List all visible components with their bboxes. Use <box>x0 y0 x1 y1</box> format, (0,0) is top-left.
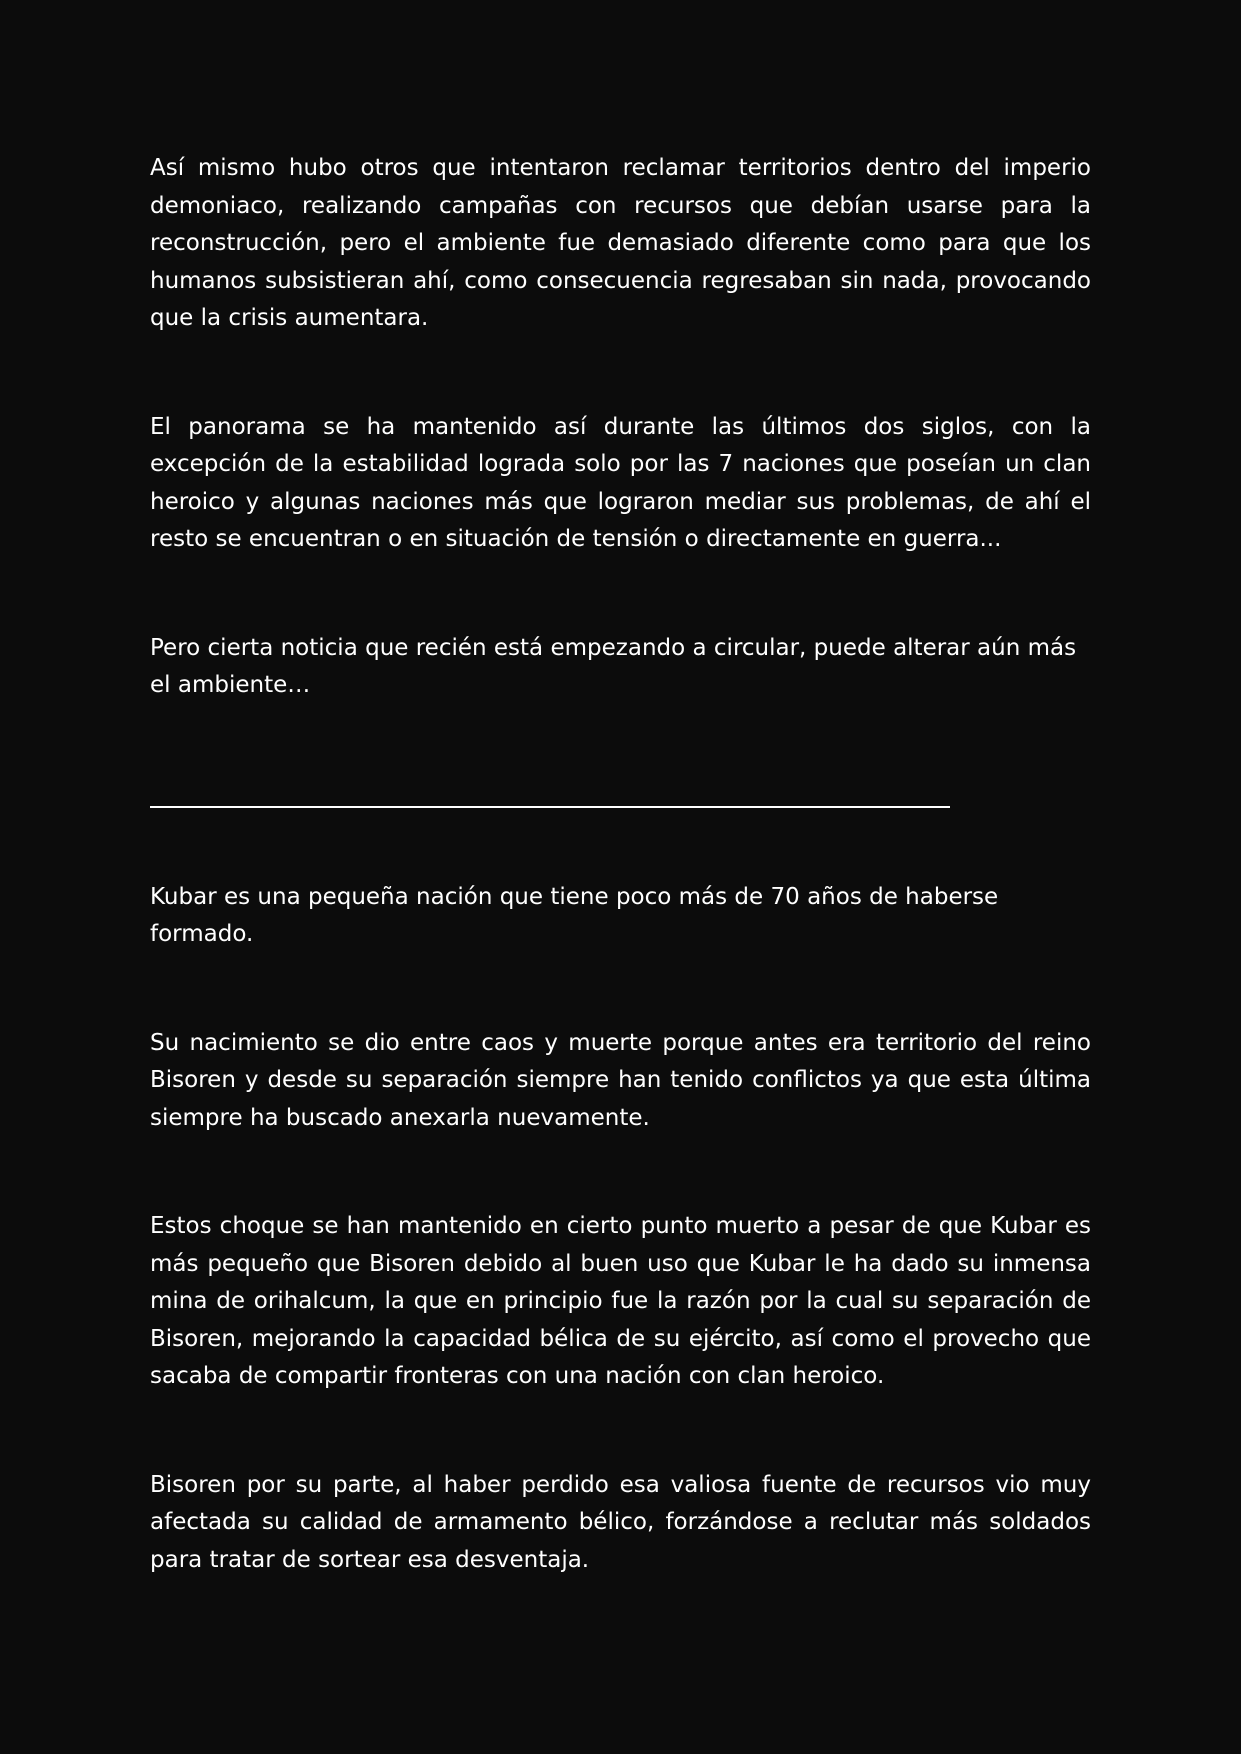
paragraph-spacer <box>150 954 1091 1025</box>
paragraph-spacer <box>150 1137 1091 1208</box>
paragraph-kubar-intro: Kubar es una pequeña nación que tiene poco más de 70 años de haberse formado. <box>150 883 999 947</box>
paragraph-clashes: Estos choque se han mantenido en cierto punto muerto a pesar de que Kubar es más pequeño que Bisoren debido al buen uso que Kubar le ha dado su inmensa mina de orihalcum, la que en principio fue la razón por la cual su separación de Bisoren, mejorando la capacidad bélica de su ejército, así como el provecho que sacaba de compartir fronteras con una nación con clan heroico. <box>150 1213 1091 1389</box>
paragraph-spacer <box>150 808 1091 879</box>
section-divider <box>150 776 950 808</box>
paragraph-bisoren: Bisoren por su parte, al haber perdido esa valiosa fuente de recursos vio muy afectada su calidad de armamento bélico, forzándose a reclutar más soldados para tratar de sortear esa desventaja. <box>150 1471 1091 1573</box>
paragraph-news: Pero cierta noticia que recién está empezando a circular, puede alterar aún más el ambiente… <box>150 634 1077 698</box>
paragraph-spacer <box>150 559 1091 630</box>
paragraph-spacer <box>150 338 1091 409</box>
document-page <box>150 150 1091 1579</box>
paragraph-spacer <box>150 1396 1091 1467</box>
paragraph-panorama: El panorama se ha mantenido así durante las últimos dos siglos, con la excepción de la estabilidad lograda solo por las 7 naciones que poseían un clan heroico y algunas naciones más que lograron mediar sus problemas, de ahí el resto se encuentran o en situación de tensión o directamente en guerra... <box>150 413 1091 552</box>
paragraph-reclaim-territories: Así mismo hubo otros que intentaron reclamar territorios dentro del imperio demoniaco, realizando campañas con recursos que debían usarse para la reconstrucción, pero el ambiente fue demasiado diferente como para que los humanos subsistieran ahí, como consecuencia regresaban sin nada, provocando que la crisis aumentara. <box>150 155 1091 331</box>
paragraph-kubar-birth: Su nacimiento se dio entre caos y muerte porque antes era territorio del reino Bisoren y desde su separación siempre han tenido conflictos ya que esta última siempre ha buscado anexarla nuevamente. <box>150 1029 1091 1131</box>
paragraph-spacer <box>150 705 1091 776</box>
